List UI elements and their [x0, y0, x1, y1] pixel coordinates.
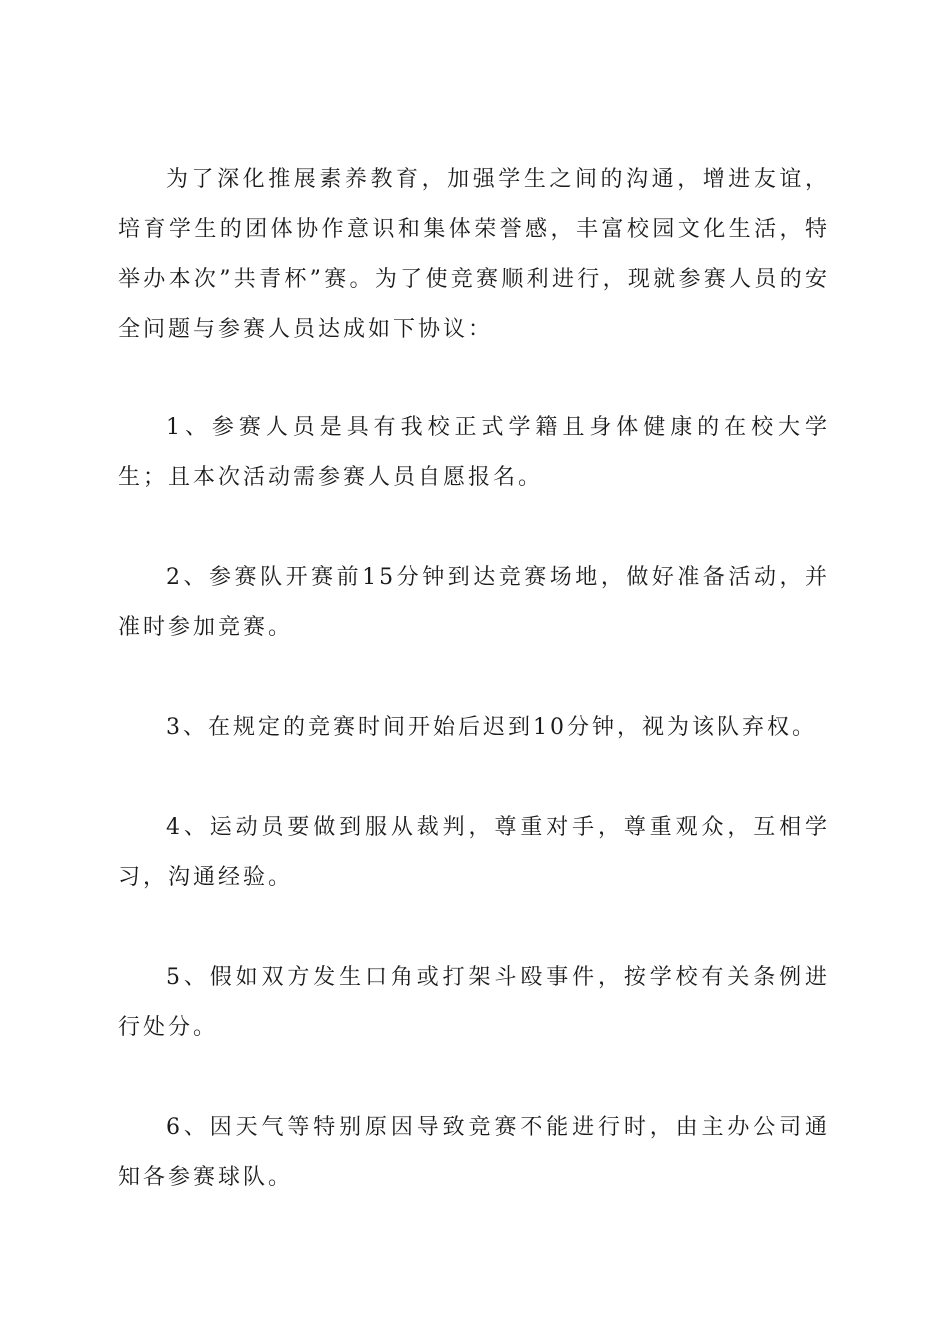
clause-5: 5、假如双方发生口角或打架斗殴事件，按学校有关条例进行处分。 [118, 965, 830, 1040]
clause-3: 3、在规定的竞赛时间开始后迟到10分钟，视为该队弃权。 [166, 715, 817, 740]
document-body [118, 155, 830, 1253]
clause-1: 1、参赛人员是具有我校正式学籍且身体健康的在校大学生；且本次活动需参赛人员自愿报名。 [118, 415, 830, 490]
clause-2: 2、参赛队开赛前15分钟到达竞赛场地，做好准备活动，并准时参加竞赛。 [118, 565, 830, 640]
intro-paragraph: 为了深化推展素养教育，加强学生之间的沟通，增进友谊，培育学生的团体协作意识和集体荣誉感，丰富校园文化生活，特举办本次”共青杯”赛。为了使竞赛顺利进行，现就参赛人员的安全问题与参赛人员达成如下协议： [118, 167, 830, 342]
clause-4: 4、运动员要做到服从裁判，尊重对手，尊重观众，互相学习，沟通经验。 [118, 815, 830, 890]
clause-6: 6、因天气等特别原因导致竞赛不能进行时，由主办公司通知各参赛球队。 [118, 1115, 830, 1190]
